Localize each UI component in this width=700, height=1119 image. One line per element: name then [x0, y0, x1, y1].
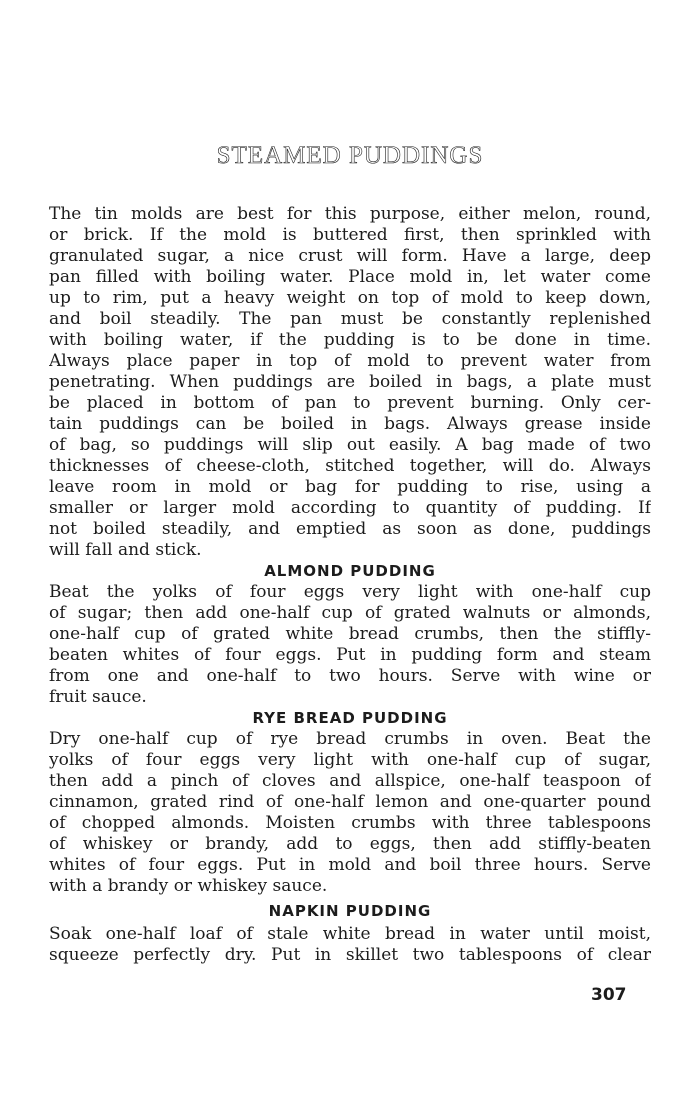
text-line: granulated sugar, a nice crust will form. Have a large, deep	[49, 246, 651, 266]
text-line: smaller or larger mold according to quantity of pudding. If	[49, 498, 651, 518]
text-line: yolks of four eggs very light with one-half cup of sugar,	[49, 750, 651, 770]
text-line: pan filled with boiling water. Place mold in, let water come	[49, 267, 651, 287]
text-line: of whiskey or brandy, add to eggs, then add stiffly-beaten	[49, 834, 651, 854]
text-line: squeeze perfectly dry. Put in skillet two tablespoons of clear	[49, 945, 651, 965]
text-line: whites of four eggs. Put in mold and boil three hours. Serve	[49, 855, 651, 875]
text-line: cinnamon, grated rind of one-half lemon and one-quarter pound	[49, 792, 651, 812]
text-line: thicknesses of cheese-cloth, stitched together, will do. Always	[49, 456, 651, 476]
text-line: penetrating. When puddings are boiled in bags, a plate must	[49, 372, 651, 392]
text-line: will fall and stick.	[49, 540, 202, 560]
text-line: or brick. If the mold is buttered first, then sprinkled with	[49, 225, 651, 245]
text-line: with boiling water, if the pudding is to be done in time.	[49, 330, 651, 350]
recipe-almond-pudding	[49, 561, 651, 708]
page-title: STEAMED PUDDINGS	[216, 142, 484, 169]
text-line: Beat the yolks of four eggs very light with one-half cup	[49, 582, 651, 602]
text-line: of chopped almonds. Moisten crumbs with three tablespoons	[49, 813, 651, 833]
text-line: not boiled steadily, and emptied as soon as done, puddings	[49, 519, 651, 539]
recipe-heading: ALMOND PUDDING	[264, 562, 436, 580]
text-line: from one and one-half to two hours. Serve with wine or	[49, 666, 651, 686]
recipe-heading: NAPKIN PUDDING	[268, 902, 432, 920]
text-line: up to rim, put a heavy weight on top of mold to keep down,	[49, 288, 651, 308]
recipe-heading: RYE BREAD PUDDING	[252, 709, 448, 727]
text-line: then add a pinch of cloves and allspice, one-half teaspoon of	[49, 771, 651, 791]
text-line: be placed in bottom of pan to prevent burning. Only cer-	[49, 393, 651, 413]
text-line: with a brandy or whiskey sauce.	[49, 876, 328, 896]
text-line: Always place paper in top of mold to prevent water from	[49, 351, 651, 371]
text-line: and boil steadily. The pan must be constantly replenished	[49, 309, 651, 329]
text-line: of bag, so puddings will slip out easily. A bag made of two	[49, 435, 651, 455]
text-line: of sugar; then add one-half cup of grated walnuts or almonds,	[49, 603, 651, 623]
text-line: tain puddings can be boiled in bags. Always grease inside	[49, 414, 651, 434]
page-number: 307	[591, 985, 627, 1005]
text-line: beaten whites of four eggs. Put in pudding form and steam	[49, 645, 651, 665]
text-line: one-half cup of grated white bread crumbs, then the stiffly-	[49, 624, 651, 644]
text-line: fruit sauce.	[49, 687, 147, 707]
intro-paragraph	[49, 204, 651, 561]
text-line: The tin molds are best for this purpose, either melon, round,	[49, 204, 651, 224]
recipe-napkin-pudding	[49, 901, 651, 966]
text-line: Soak one-half loaf of stale white bread in water until moist,	[49, 924, 651, 944]
text-line: leave room in mold or bag for pudding to rise, using a	[49, 477, 651, 497]
recipe-rye-bread-pudding	[49, 708, 651, 897]
page-body	[49, 204, 651, 966]
text-line: Dry one-half cup of rye bread crumbs in oven. Beat the	[49, 729, 651, 749]
